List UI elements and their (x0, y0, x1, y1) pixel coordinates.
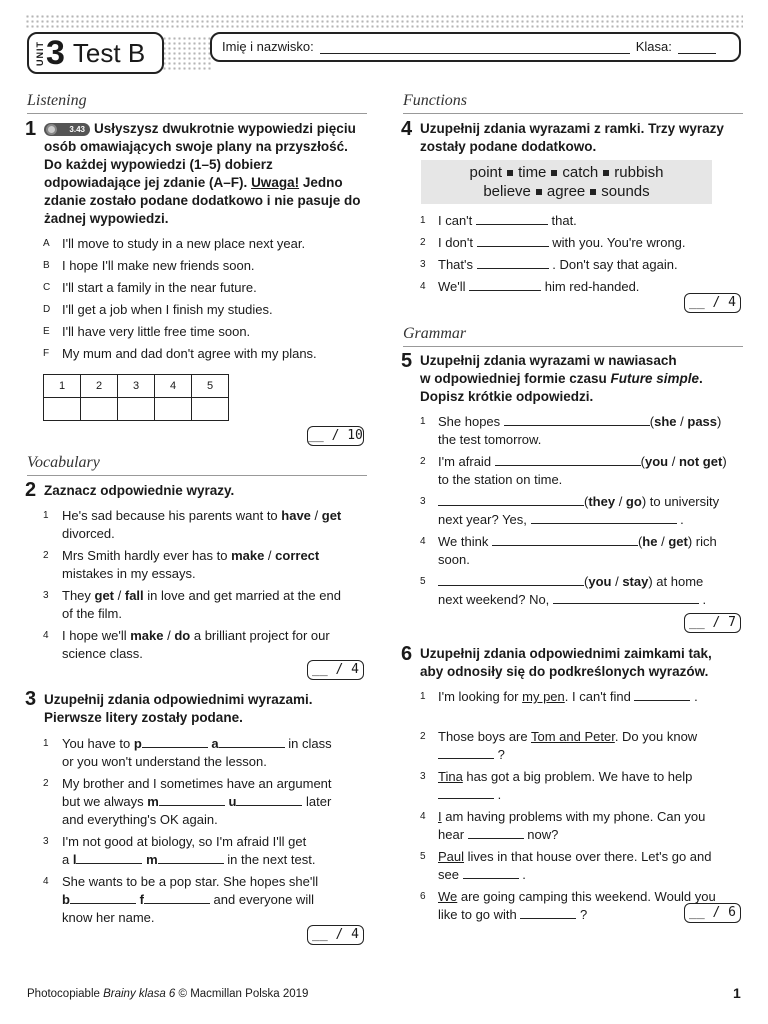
answer-blank[interactable] (463, 867, 519, 879)
item-number (420, 413, 426, 431)
item-number: 1 (420, 215, 426, 226)
section-title: Vocabulary (27, 454, 100, 471)
score-box: __ / 4 (684, 293, 741, 313)
footer: Photocopiable Brainy klasa 6 © Macmillan Polska 2019 (27, 988, 309, 1000)
option-text: I hope I'll make new friends soon. (62, 258, 255, 273)
question-instruction: Uzupełnij zdania wyrazami w nawiasach (420, 353, 677, 368)
unit-word: UNIT (35, 40, 45, 66)
grid-header-cell: 1 (44, 375, 81, 398)
answer-blank[interactable] (553, 592, 699, 604)
item-number (43, 735, 49, 753)
underlined-word: Tom and Peter (530, 729, 615, 744)
text: in the next test. (223, 852, 316, 867)
class-label: Klasa: (635, 39, 672, 54)
option-text: I'll get a job when I finish my studies. (62, 302, 273, 317)
text: I don't (438, 235, 477, 250)
underlined-word: Tina (438, 769, 463, 784)
underlined-word: my pen (522, 689, 565, 704)
item-text (62, 507, 367, 543)
text: in class (284, 736, 332, 751)
text: My brother and I sometimes have an argument (62, 776, 332, 791)
answer-blank[interactable] (158, 852, 224, 864)
word-option: believe (483, 183, 531, 200)
item-text: Those boys are Tom and Peter. Do you know ? (438, 729, 698, 762)
first-letter: p (133, 736, 142, 751)
item-number: 3 (43, 590, 49, 601)
answer-blank[interactable] (520, 907, 576, 919)
item-number: 1 (420, 691, 426, 702)
name-class-box (210, 32, 741, 62)
hint-word: you (588, 574, 612, 589)
item-number (43, 873, 49, 891)
answer-blank[interactable] (70, 892, 136, 904)
item-number (420, 688, 426, 706)
question-number: 3 (25, 688, 37, 710)
answer-blank[interactable] (142, 736, 208, 748)
question-instruction: Dopisz krótkie odpowiedzi. (420, 389, 594, 404)
text: . Don't say that again. (548, 257, 678, 272)
item-text: I'm afraid (you / not get) to the station on time. (438, 454, 727, 487)
item-text: Tina has got a big problem. We have to help . (438, 769, 693, 802)
answer-blank[interactable] (468, 827, 524, 839)
word-box (421, 160, 712, 204)
item-number: 2 (43, 778, 49, 789)
option-text (62, 301, 273, 319)
option-letter (43, 345, 49, 363)
answer-blank[interactable] (438, 787, 494, 799)
text: I hope we'll (62, 628, 131, 643)
item-number (420, 573, 426, 591)
text: to the station on time. (438, 472, 563, 487)
hint-word: go (625, 494, 642, 509)
text: We'll (438, 279, 470, 294)
item-number (420, 278, 426, 296)
text: but we always (62, 794, 148, 809)
text: science class. (62, 646, 143, 661)
grid-answer-cell[interactable] (44, 398, 81, 421)
answer-blank[interactable] (531, 512, 677, 524)
question-instruction: Uzupełnij zdania odpowiednimi zaimkami tak, (420, 646, 712, 661)
item-number (420, 888, 426, 906)
item-text: I'm looking for my pen. I can't find . (438, 689, 698, 704)
answer-blank[interactable] (477, 257, 549, 269)
answer-blank[interactable] (476, 213, 548, 225)
text: and everyone will (209, 892, 314, 907)
answer-blank[interactable] (477, 235, 549, 247)
text: that. (547, 213, 577, 228)
option-letter (43, 323, 50, 341)
first-letter: b (62, 892, 70, 907)
text: next weekend? No, (438, 592, 553, 607)
choice-option[interactable]: do (174, 628, 191, 643)
grid-answer-cell[interactable] (192, 398, 229, 421)
hint-word: she (654, 414, 677, 429)
bullet-icon (590, 189, 596, 195)
score-box: __ / 4 (307, 925, 364, 945)
option-text (62, 345, 317, 363)
option-text: My mum and dad don't agree with my plans. (62, 346, 317, 361)
item-number (43, 775, 49, 793)
question-instruction: 3.43 Usłyszysz dwukrotnie wypowiedzi pięciu osób omawiających swoje plany na przyszłość. Do każdej wypowiedzi (1–5) dobierz odpowiadające jej zdanie (A–F). Uwaga! Jedno zdanie zostało podane dodatkowo i nie pasuje do żadnej wypowiedzi. (44, 121, 361, 226)
item-text (438, 212, 577, 230)
hint-word: not get (678, 454, 723, 469)
item-number: 3 (420, 259, 426, 270)
question-instruction: w odpowiedniej formie czasu Future simple. (420, 371, 703, 386)
text: / (310, 508, 322, 523)
option-letter: F (43, 348, 50, 359)
question-instruction: zostały podane dodatkowo. (420, 139, 597, 154)
question-instruction: Zaznacz odpowiednie wyrazy. (44, 483, 235, 498)
text: divorced. (62, 526, 115, 541)
item-number (420, 533, 426, 551)
name-field[interactable] (320, 53, 630, 54)
score-box: __ / 10 (307, 426, 364, 446)
item-number (43, 507, 49, 525)
word-option: agree (546, 183, 586, 200)
score-box: __ / 6 (684, 903, 741, 923)
item-text (438, 256, 678, 274)
hint-word: they (588, 494, 616, 509)
text: I'm not good at biology, so I'm afraid I'll get (62, 834, 307, 849)
text: He's sad because his parents want to (62, 508, 282, 523)
option-letter: C (43, 282, 51, 293)
option-text: I'll have very little free time soon. (62, 324, 251, 339)
answer-blank[interactable] (438, 494, 584, 506)
bullet-icon (551, 170, 557, 176)
text: or you won't understand the lesson. (62, 754, 267, 769)
item-text (438, 234, 686, 252)
question-number: 5 (401, 350, 413, 372)
dotted-border (162, 36, 212, 70)
text: hear (438, 827, 468, 842)
item-number: 3 (420, 771, 426, 782)
item-number: 3 (43, 836, 49, 847)
text: soon. (438, 552, 470, 567)
item-text: We are going camping this weekend. Would you like to go with ? (438, 889, 716, 922)
first-letter: a (211, 736, 219, 751)
grid-answer-cell[interactable] (155, 398, 192, 421)
answer-blank[interactable] (236, 794, 302, 806)
option-text (62, 235, 305, 253)
divider (403, 346, 743, 347)
item-number: 2 (43, 550, 49, 561)
item-number (43, 547, 49, 565)
text: like to go with (438, 907, 521, 922)
text: the test tomorrow. (438, 432, 542, 447)
item-text (62, 587, 367, 623)
item-number: 1 (43, 738, 49, 749)
text: a brilliant project for our (190, 628, 330, 643)
text: know her name. (62, 910, 155, 925)
text: mistakes in my essays. (62, 566, 196, 581)
text: They (62, 588, 95, 603)
item-number (420, 728, 426, 746)
choice-option[interactable]: get (94, 588, 115, 603)
item-number (420, 493, 426, 511)
text: . I can't find (564, 689, 635, 704)
item-text (62, 627, 367, 663)
item-number (420, 212, 426, 230)
choice-option[interactable]: get (321, 508, 342, 523)
dotted-border (25, 14, 743, 30)
item-number: 1 (43, 510, 49, 521)
hint-word: get (668, 534, 688, 549)
first-letter: m (147, 794, 159, 809)
text: in love and get married at the end (143, 588, 341, 603)
item-number (420, 848, 426, 866)
text: She wants to be a pop star. She hopes she'll (62, 874, 319, 889)
item-number: 4 (420, 811, 426, 822)
answer-blank[interactable] (76, 852, 142, 864)
text: with you. You're wrong. (548, 235, 686, 250)
answer-blank[interactable] (159, 794, 225, 806)
text: rich (692, 534, 717, 549)
answer-grid (43, 374, 229, 421)
divider (27, 475, 367, 476)
word-option: catch (562, 164, 599, 181)
item-number (420, 768, 426, 786)
choice-option[interactable]: make (231, 548, 265, 563)
hint-word: he (642, 534, 658, 549)
item-text: Paul lives in that house over there. Let's go and see . (438, 849, 712, 882)
item-number: 2 (420, 237, 426, 248)
text: I'm looking for (438, 689, 523, 704)
answer-blank[interactable] (469, 279, 541, 291)
text: a (62, 852, 73, 867)
word-option: time (518, 164, 547, 181)
text: see (438, 867, 463, 882)
item-number: 4 (43, 876, 49, 887)
text: later (302, 794, 332, 809)
option-letter: B (43, 260, 50, 271)
text: . Do you know (614, 729, 698, 744)
score-box: __ / 7 (684, 613, 741, 633)
bullet-icon (507, 170, 513, 176)
answer-blank[interactable] (504, 414, 650, 426)
page-number: 1 (733, 985, 741, 1001)
grid-answer-cell[interactable] (81, 398, 118, 421)
text: I can't (438, 213, 476, 228)
score-box: __ / 4 (307, 660, 364, 680)
option-letter (43, 257, 50, 275)
option-letter: A (43, 238, 50, 249)
name-label: Imię i nazwisko: (222, 39, 314, 54)
text: That's (438, 257, 477, 272)
first-letter: m (146, 852, 158, 867)
text: I'm afraid (438, 454, 495, 469)
item-number (420, 234, 426, 252)
choice-option[interactable]: have (281, 508, 311, 523)
text: / (114, 588, 125, 603)
underlined-word: I (438, 809, 442, 824)
option-letter (43, 301, 50, 319)
grid-header-cell: 2 (81, 375, 118, 398)
item-number (43, 587, 49, 605)
item-text: I am having problems with my phone. Can you hear now? (438, 809, 706, 842)
item-text (62, 775, 367, 829)
text: lives in that house over there. Let's go and (464, 849, 712, 864)
item-text (62, 873, 367, 927)
unit-number: 3 (46, 34, 65, 72)
grid-header-cell: 4 (155, 375, 192, 398)
bullet-icon (536, 189, 542, 195)
item-number: 1 (420, 416, 426, 427)
choice-option[interactable]: fall (124, 588, 144, 603)
option-text (62, 323, 250, 341)
text: are going camping this weekend. Would you (457, 889, 716, 904)
item-number: 2 (420, 731, 426, 742)
unit-header (27, 32, 164, 74)
text: am having problems with my phone. Can you (441, 809, 706, 824)
first-letter: u (228, 794, 237, 809)
grid-header-cell: 5 (192, 375, 229, 398)
item-number: 4 (420, 536, 426, 547)
text: of the film. (62, 606, 122, 621)
test-title: Test B (72, 38, 146, 68)
answer-blank[interactable] (438, 574, 584, 586)
text: Mrs Smith hardly ever has to (62, 548, 232, 563)
word-option: point (469, 164, 503, 181)
question-instruction: aby odnosiły się do podkreślonych wyrazów. (420, 664, 709, 679)
item-number (420, 808, 426, 826)
item-number: 5 (420, 851, 426, 862)
option-letter (43, 235, 50, 253)
item-text (62, 735, 367, 771)
question-instruction: Pierwsze litery zostały podane. (44, 710, 243, 725)
item-text (62, 833, 367, 869)
section-title: Listening (27, 92, 87, 109)
option-text (62, 279, 257, 297)
word-option: rubbish (614, 164, 664, 181)
text: / (163, 628, 175, 643)
item-number (420, 453, 426, 471)
option-letter: D (43, 304, 51, 315)
choice-option[interactable]: correct (275, 548, 320, 563)
answer-blank[interactable] (492, 534, 638, 546)
item-number: 3 (420, 496, 426, 507)
item-text: We think (he / get) rich soon. (438, 534, 717, 567)
answer-blank[interactable] (144, 892, 210, 904)
item-number: 5 (420, 576, 426, 587)
text: him red-handed. (541, 279, 640, 294)
item-number: 4 (43, 630, 49, 641)
cd-track-icon: 3.43 (44, 123, 90, 136)
first-letter: l (72, 852, 77, 867)
question-number: 2 (25, 479, 37, 501)
option-text: I'll move to study in a new place next year. (62, 236, 306, 251)
grid-answer-cell[interactable] (118, 398, 155, 421)
item-number (420, 256, 426, 274)
item-text: She hopes (she / pass) the test tomorrow. (438, 414, 722, 447)
text: She hopes (438, 414, 504, 429)
answer-blank[interactable] (438, 747, 494, 759)
bullet-icon (603, 170, 609, 176)
section-title: Grammar (403, 325, 467, 342)
item-number: 6 (420, 891, 426, 902)
divider (403, 113, 743, 114)
class-field[interactable] (678, 53, 716, 54)
text: / (264, 548, 276, 563)
question-instruction: Uzupełnij zdania odpowiednimi wyrazami. (44, 692, 313, 707)
divider (27, 113, 367, 114)
hint-word: you (645, 454, 669, 469)
choice-option[interactable]: make (130, 628, 164, 643)
text: to university (646, 494, 720, 509)
text: has got a big problem. We have to help (462, 769, 693, 784)
option-letter (43, 279, 50, 297)
item-text (438, 278, 639, 296)
option-text (62, 257, 255, 275)
item-number (43, 627, 49, 645)
option-letter: E (43, 326, 50, 337)
section-title: Functions (403, 92, 467, 109)
item-text: (they / go) to university next year? Yes, . (438, 494, 720, 527)
item-text: (you / stay) at home next weekend? No, . (438, 574, 707, 607)
underlined-word: Paul (438, 849, 465, 864)
question-number: 1 (25, 118, 37, 140)
item-number: 4 (420, 281, 426, 292)
underlined-word: We (438, 889, 458, 904)
text: Those boys are (438, 729, 531, 744)
item-number: 2 (420, 456, 426, 467)
hint-word: stay (622, 574, 649, 589)
first-letter: f (139, 892, 144, 907)
text: next year? Yes, (438, 512, 531, 527)
question-instruction: Uzupełnij zdania wyrazami z ramki. Trzy wyrazy (420, 121, 724, 136)
question-number: 4 (401, 118, 413, 140)
answer-blank[interactable] (634, 689, 690, 701)
answer-blank[interactable] (495, 454, 641, 466)
option-text: I'll start a family in the near future. (62, 280, 257, 295)
hint-word: pass (687, 414, 718, 429)
item-number (43, 833, 49, 851)
text: at home (652, 574, 704, 589)
item-text (62, 547, 367, 583)
text: and everything's OK again. (62, 812, 218, 827)
text: You have to (62, 736, 134, 751)
word-option: sounds (601, 183, 650, 200)
grid-header-cell: 3 (118, 375, 155, 398)
answer-blank[interactable] (219, 736, 285, 748)
question-number: 6 (401, 643, 413, 665)
text: We think (438, 534, 492, 549)
